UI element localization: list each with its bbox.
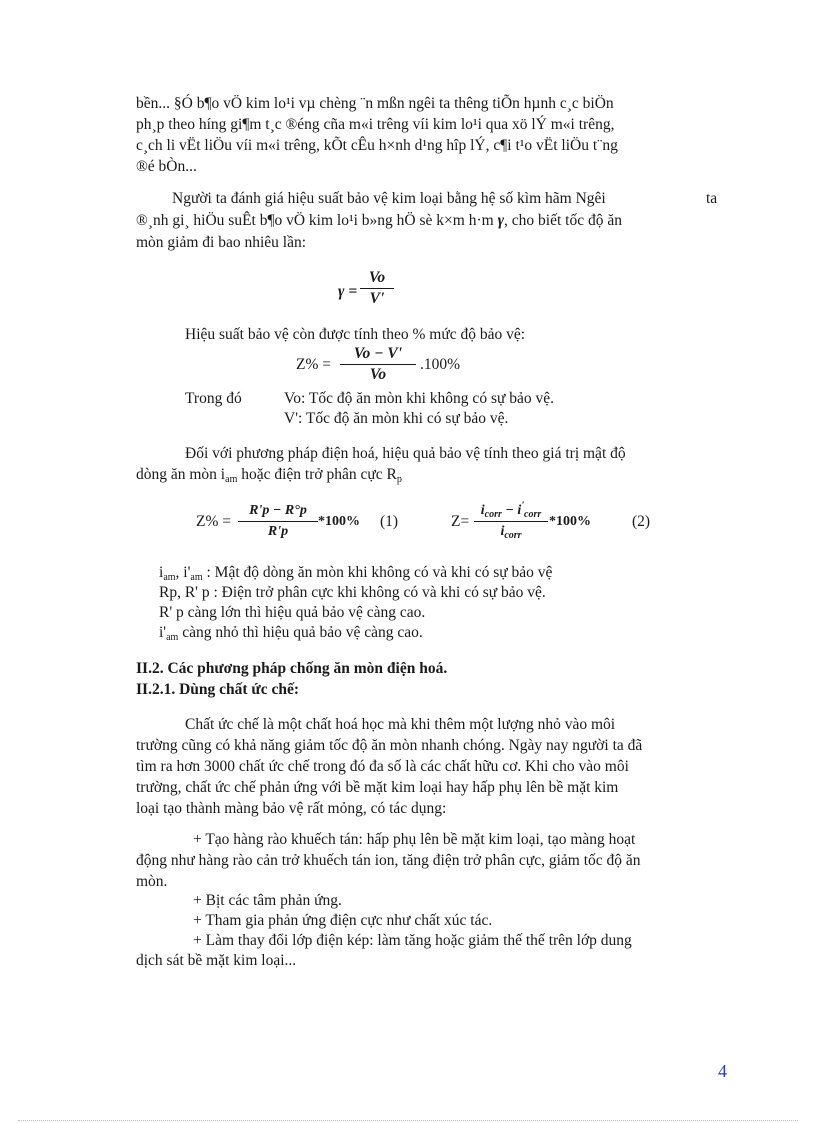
def-line2: Rp, R' p : Điện trở phân cực khi không có và khi có sự bảo vệ. <box>159 584 546 601</box>
def1-text: : Mật độ dòng ăn mòn khi không có và khi có sự bảo vệ <box>202 564 553 581</box>
para4-line2: trường cũng có khả năng giảm tốc độ ăn mòn nhanh chóng. Ngày nay người ta đã <box>136 737 643 754</box>
def1-iprime: , i' <box>175 564 191 581</box>
eq2-fraction <box>340 344 416 385</box>
eq3-numerator: R'p − R°p <box>249 503 307 518</box>
eq4-tag: (2) <box>632 513 651 530</box>
eq1-lhs: γ = <box>338 283 358 300</box>
eq4-fraction <box>474 501 548 542</box>
eq3-rhs: *100% <box>318 514 360 529</box>
para2-line3: mòn giảm đi bao nhiêu lần: <box>136 234 307 251</box>
eq4-den-sub: corr <box>504 530 522 541</box>
para3-sub-am: am <box>225 474 238 485</box>
para3-text-a: dòng ăn mòn i <box>136 466 226 483</box>
para3-line2 <box>136 465 402 485</box>
eq1-numerator: Vo <box>368 269 386 286</box>
where-label: Trong đó <box>185 390 242 407</box>
eq2-denominator: Vo <box>340 364 416 385</box>
eq2-rhs: .100% <box>420 356 461 373</box>
section-heading: II.2. Các phương pháp chống ăn mòn điện hoá. <box>136 660 448 677</box>
eq4-numerator <box>474 501 548 521</box>
para2-line2-text-a: ®¸nh gi¸ hiÖu suÊt b¶o vÖ kim lo¹i b»ng hÖ sè k×m h·m <box>136 212 494 229</box>
bullet1-line1: + Tạo hàng rào khuếch tán: hấp phụ lên bề mặt kim loại, tạo màng hoạt <box>193 831 636 848</box>
bullet2: + Bịt các tâm phản ứng. <box>193 892 342 909</box>
eq4-rhs: *100% <box>549 514 591 529</box>
para2-line2 <box>136 211 622 231</box>
para4-line3: tìm ra hơn 3000 chất ức chế trong đó đa số là các chất hữu cơ. Khi cho vào môi <box>136 758 629 775</box>
para1-line4: ®é bÒn... <box>136 158 197 175</box>
para4-line4: trường, chất ức chế phản ứng với bề mặt kim loại hay hấp phụ lên bề mặt kim <box>136 779 619 796</box>
eq3-fraction <box>238 501 318 542</box>
def-line3: R' p càng lớn thì hiệu quả bảo vệ càng cao. <box>159 604 426 621</box>
eq4-den-i: i <box>500 524 505 539</box>
para1-line2: ph¸p theo híng gi¶m t¸c ®éng cña m«i trêng víi kim lo¹i qua xö lÝ m«i trêng, <box>136 116 615 133</box>
gamma-symbol: γ <box>497 212 505 229</box>
eq1-fraction <box>360 268 394 309</box>
subsection-heading: II.2.1. Dùng chất ức chế: <box>136 681 300 698</box>
bullet4-line2: dịch sát bề mặt kim loại... <box>136 952 297 969</box>
eq4-denominator <box>474 521 548 542</box>
def1-i: i <box>159 564 164 581</box>
bullet3: + Tham gia phản ứng điện cực như chất xúc tác. <box>193 912 493 929</box>
eq2-lhs: Z% = <box>296 356 331 373</box>
para2-line1-end: ta <box>706 190 718 207</box>
para3-line1: Đối với phương pháp điện hoá, hiệu quả bảo vệ tính theo giá trị mật độ <box>185 445 626 462</box>
eq3-denominator: R'p <box>238 521 318 542</box>
def-line1 <box>159 563 552 583</box>
eq4-sub1: corr <box>484 509 502 520</box>
def-line4 <box>159 623 423 643</box>
para2-line1 <box>172 189 606 209</box>
eq4-sub2: corr <box>524 509 542 520</box>
page-number: 4 <box>718 1061 727 1081</box>
eq4-lhs: Z= <box>451 513 470 530</box>
page-bottom-divider <box>18 1120 798 1121</box>
bullet4-line1: + Làm thay đổi lớp điện kép: làm tăng hoặc giảm thế thế trên lớp dung <box>193 932 632 949</box>
def4-sub: am <box>166 632 179 643</box>
eq4-i: i <box>480 503 485 518</box>
eq3-lhs: Z% = <box>196 513 231 530</box>
where-vo: Vo: Tốc độ ăn mòn khi không có sự bảo vệ. <box>284 390 555 407</box>
bullet1-line2: động như hàng rào cản trở khuếch tán ion, tăng điện trở phân cực, giảm tốc độ ăn <box>136 852 641 869</box>
eq2-numerator: Vo − V' <box>353 345 403 362</box>
def4-text: càng nhỏ thì hiệu quả bảo vệ càng cao. <box>178 624 423 641</box>
para2-line2-text-b: , cho biết tốc độ ăn <box>504 212 622 229</box>
efficiency-text: Hiệu suất bảo vệ còn được tính theo % mức độ bảo vệ: <box>185 326 526 343</box>
para2-line1-text: Người ta đánh giá hiệu suất bảo vệ kim loại bằng hệ số kìm hãm Ngêi <box>172 190 606 207</box>
para1-line1: bền... §Ó b¶o vÖ kim lo¹i vµ chèng ¨n mßn ngêi ta thêng tiÕn hµnh c¸c biÖn <box>136 95 614 112</box>
eq4-minus-i: − i <box>501 503 522 518</box>
eq1-denominator: V' <box>360 288 394 309</box>
def1-sub1: am <box>163 572 176 583</box>
eq3-tag: (1) <box>380 513 399 530</box>
def4-iprime: i' <box>159 624 167 641</box>
para4-line5: loại tạo thành màng bảo vệ rất mỏng, có tác dụng: <box>136 800 447 817</box>
para3-sub-p: p <box>396 474 402 485</box>
para1-line3: c¸ch li vËt liÖu víi m«i trêng, kÕt cÊu h×nh d¹ng hîp lÝ, c¶i t¹o vËt liÖu t¨ng <box>136 137 618 154</box>
para4-line1: Chất ức chế là một chất hoá học mà khi thêm một lượng nhỏ vào môi <box>185 716 616 733</box>
eq4-prime: ' <box>521 500 525 512</box>
para3-text-b: hoặc điện trở phân cực R <box>237 466 397 483</box>
bullet1-line3: mòn. <box>136 873 168 890</box>
where-vp: V': Tốc độ ăn mòn khi có sự bảo vệ. <box>284 410 509 427</box>
def1-sub2: am <box>190 572 203 583</box>
